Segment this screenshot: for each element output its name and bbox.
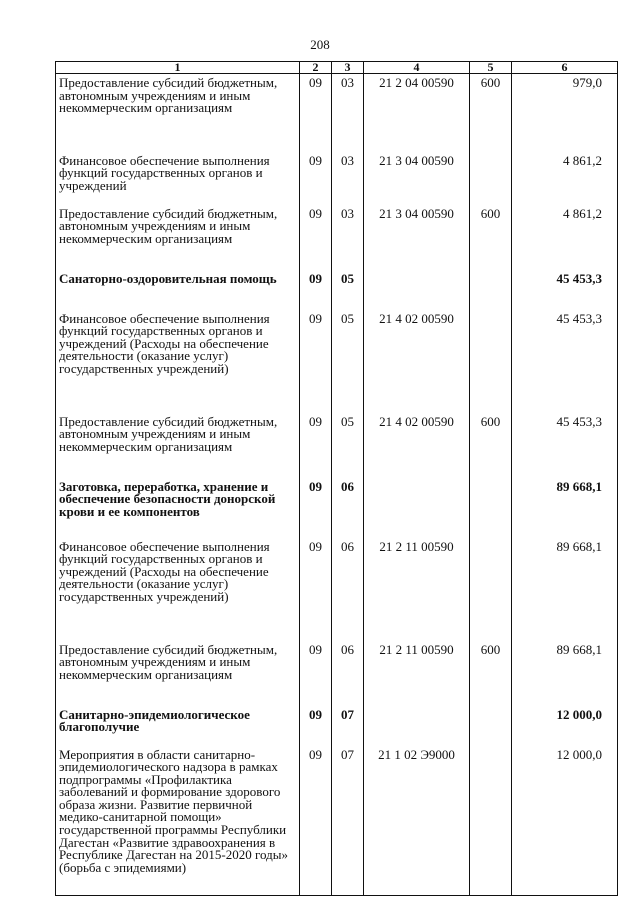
expense-type-code	[470, 706, 512, 746]
section-code: 09	[300, 538, 332, 641]
expense-type-code	[470, 746, 512, 896]
column-number-row	[56, 62, 618, 74]
subsection-code: 05	[332, 310, 364, 413]
row-description: Финансовое обеспечение выполнения функций государственных органов и учреждений	[56, 152, 300, 205]
target-item-code: 21 4 02 00590	[364, 310, 470, 413]
target-item-code	[364, 706, 470, 746]
column-header: 1	[56, 62, 300, 74]
expense-type-code	[470, 310, 512, 413]
section-code: 09	[300, 413, 332, 478]
section-code: 09	[300, 270, 332, 310]
column-header: 3	[332, 62, 364, 74]
table-row	[56, 74, 618, 152]
expense-type-code: 600	[470, 413, 512, 478]
subsection-code: 05	[332, 413, 364, 478]
table-row	[56, 310, 618, 413]
row-description: Заготовка, переработка, хранение и обеспечение безопасности донорской крови и ее компонентов	[56, 478, 300, 538]
page-number: 208	[310, 37, 330, 52]
amount: 89 668,1	[512, 478, 618, 538]
expense-type-code	[470, 538, 512, 641]
amount: 45 453,3	[512, 310, 618, 413]
row-description: Предоставление субсидий бюджетным, автономным учреждениям и иным некоммерческим организациям	[56, 641, 300, 706]
section-code: 09	[300, 706, 332, 746]
subsection-code: 03	[332, 205, 364, 270]
amount: 4 861,2	[512, 205, 618, 270]
section-code: 09	[300, 152, 332, 205]
table-row	[56, 706, 618, 746]
section-code: 09	[300, 746, 332, 896]
table-row	[56, 270, 618, 310]
row-description: Финансовое обеспечение выполнения функций государственных органов и учреждений (Расходы на обеспечение деятельности (оказание услуг) государственных учреждений)	[56, 310, 300, 413]
expense-type-code: 600	[470, 74, 512, 152]
section-code: 09	[300, 205, 332, 270]
row-description: Санаторно-оздоровительная помощь	[56, 270, 300, 310]
column-header: 2	[300, 62, 332, 74]
expense-type-code: 600	[470, 205, 512, 270]
row-description: Предоставление субсидий бюджетным, автономным учреждениям и иным некоммерческим организациям	[56, 413, 300, 478]
target-item-code: 21 2 04 00590	[364, 74, 470, 152]
subsection-code: 07	[332, 706, 364, 746]
expense-type-code	[470, 270, 512, 310]
table-row	[56, 538, 618, 641]
subsection-code: 06	[332, 641, 364, 706]
subsection-code: 07	[332, 746, 364, 896]
section-code: 09	[300, 310, 332, 413]
amount: 12 000,0	[512, 746, 618, 896]
expense-type-code	[470, 478, 512, 538]
amount: 4 861,2	[512, 152, 618, 205]
table-row	[56, 413, 618, 478]
subsection-code: 06	[332, 538, 364, 641]
section-code: 09	[300, 478, 332, 538]
column-header: 6	[512, 62, 618, 74]
column-header: 5	[470, 62, 512, 74]
subsection-code: 06	[332, 478, 364, 538]
row-description: Санитарно-эпидемиологическое благополучие	[56, 706, 300, 746]
amount: 979,0	[512, 74, 618, 152]
expense-type-code: 600	[470, 641, 512, 706]
target-item-code	[364, 270, 470, 310]
target-item-code: 21 2 11 00590	[364, 538, 470, 641]
column-header: 4	[364, 62, 470, 74]
table-row	[56, 152, 618, 205]
amount: 89 668,1	[512, 641, 618, 706]
table-row	[56, 478, 618, 538]
target-item-code	[364, 478, 470, 538]
amount: 45 453,3	[512, 270, 618, 310]
target-item-code: 21 3 04 00590	[364, 152, 470, 205]
subsection-code: 03	[332, 74, 364, 152]
amount: 45 453,3	[512, 413, 618, 478]
target-item-code: 21 3 04 00590	[364, 205, 470, 270]
budget-table	[55, 61, 618, 896]
row-description: Предоставление субсидий бюджетным, автономным учреждениям и иным некоммерческим организациям	[56, 74, 300, 152]
table-row	[56, 205, 618, 270]
amount: 89 668,1	[512, 538, 618, 641]
target-item-code: 21 4 02 00590	[364, 413, 470, 478]
amount: 12 000,0	[512, 706, 618, 746]
table-row	[56, 746, 618, 896]
table-row	[56, 641, 618, 706]
subsection-code: 05	[332, 270, 364, 310]
row-description: Мероприятия в области санитарно-эпидемиологического надзора в рамках подпрограммы «Профилактика заболеваний и формирование здорового образа жизни. Развитие первичной медико-санитарной помощи» государственной программы Республики Дагестан «Развитие здравоохранения в Республике Дагестан на 2015-2020 годы» (борьба с эпидемиями)	[56, 746, 300, 896]
subsection-code: 03	[332, 152, 364, 205]
row-description: Финансовое обеспечение выполнения функций государственных органов и учреждений (Расходы на обеспечение деятельности (оказание услуг) государственных учреждений)	[56, 538, 300, 641]
expense-type-code	[470, 152, 512, 205]
row-description: Предоставление субсидий бюджетным, автономным учреждениям и иным некоммерческим организациям	[56, 205, 300, 270]
target-item-code: 21 2 11 00590	[364, 641, 470, 706]
section-code: 09	[300, 641, 332, 706]
section-code: 09	[300, 74, 332, 152]
target-item-code: 21 1 02 Э9000	[364, 746, 470, 896]
